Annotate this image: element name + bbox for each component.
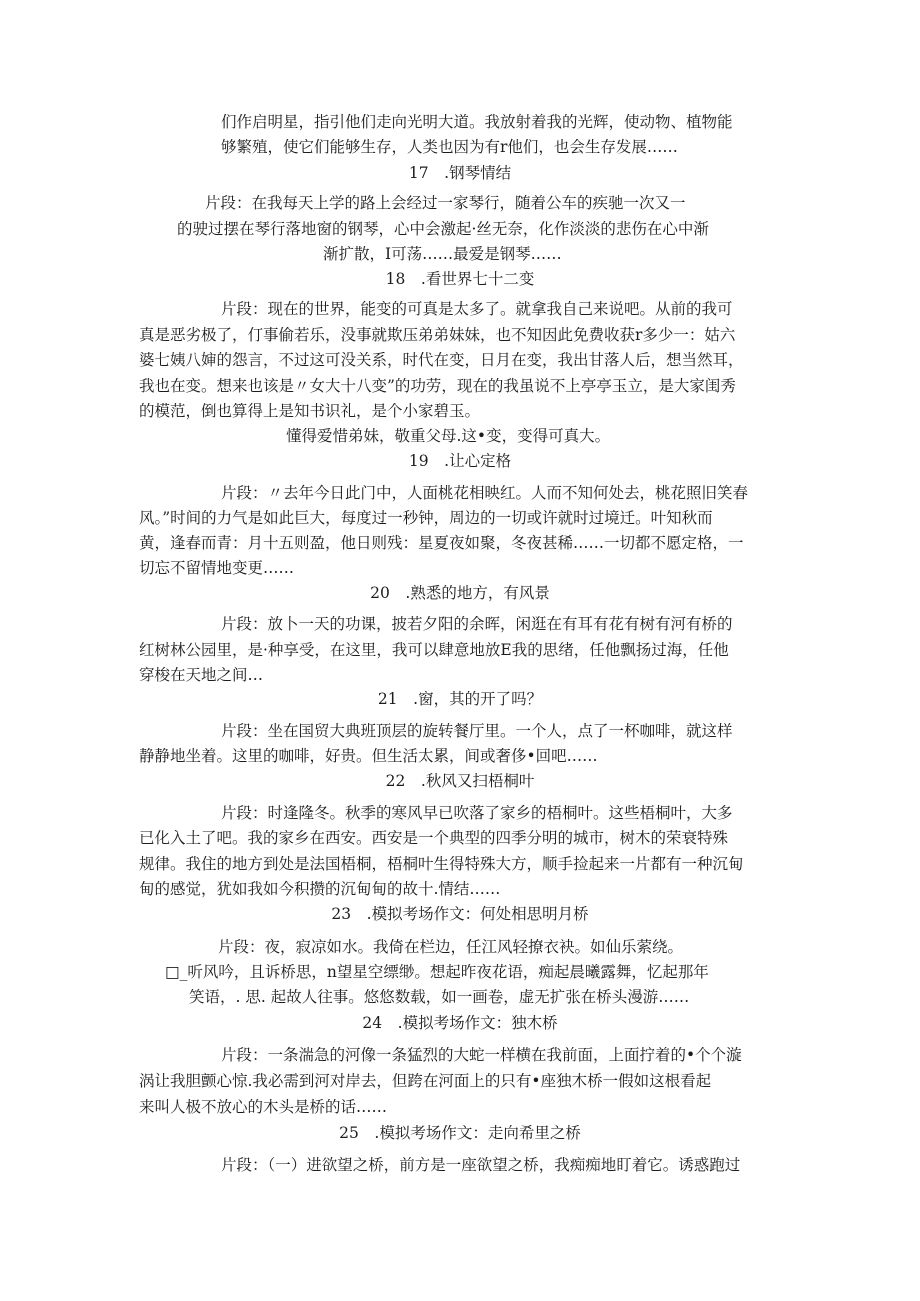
paragraph-line: 片段：在我每天上学的路上会经过一家琴行，随着公车的疾驰一次又一: [205, 194, 686, 212]
section-heading-22: 22 .秋风又扫梧桐叶: [385, 772, 535, 790]
paragraph-line: 懂得爱惜弟妹，敬重父母.这•变，变得可真大。: [286, 427, 611, 445]
section-heading-24: 24 .模拟考场作文：独木桥: [362, 1014, 558, 1032]
paragraph-line: 片段：〃去年今日此门中，人面桃花相映红。人而不知何处去，桃花照旧笑春: [221, 484, 749, 502]
paragraph-line: 片段：放卜一天的功课，披若夕阳的余晖，闲逛在有耳有花有树有河有桥的: [221, 615, 733, 633]
paragraph-line: 黄，逢春而青：月十五则盈，他日则残：星夏夜如聚，冬夜甚稀……一切都不愿定格，一: [139, 534, 744, 552]
paragraph-line: 静静地坐着。这里的咖啡，好贵。但生活太累，间或奢侈•回吧……: [139, 747, 598, 765]
paragraph-line: 片段：夜，寂凉如水。我倚在栏边，任江风轻撩衣袂。如仙乐萦绕。: [218, 938, 684, 956]
paragraph-line: 红树林公园里，是·种享受，在这里，我可以肆意地放E我的思绪，任他飘扬过海，任他: [139, 641, 729, 659]
paragraph-line: 够繁殖，使它们能够生存，人类也因为有r他们，也会生存发展……: [221, 138, 678, 156]
paragraph-line: 风。”时间的力气是如此巨大，每度过一秒钟，周边的一切或许就时过境迁。叶知秋而: [139, 509, 713, 527]
paragraph-line: 的模范，倒也算得上是知书识礼，是个小家碧玉。: [139, 402, 481, 420]
paragraph-line: 片段：（一）进欲望之桥，前方是一座欲望之桥，我痴痴地盯着它。诱惑跑过: [221, 1156, 741, 1174]
paragraph-line: 片段：一条湍急的河像一条猛烈的大蛇一样横在我前面，上面拧着的•个个漩: [221, 1046, 742, 1064]
paragraph-line: 涡让我胆颤心惊.我必需到河对岸去，但跨在河面上的只有•座独木桥一假如这根看起: [139, 1072, 712, 1090]
paragraph-line: 来叫人极不放心的木头是桥的话……: [139, 1098, 388, 1116]
paragraph-line: 甸的感觉，犹如我如今积攒的沉甸甸的故十.情结……: [139, 880, 501, 898]
section-heading-19: 19 .让心定格: [408, 452, 512, 470]
paragraph-line: 切忘不留情地变更……: [139, 559, 295, 577]
paragraph-line: 穿梭在天地之间…: [139, 666, 264, 684]
section-heading-25: 25 .模拟考场作文：走向希里之桥: [339, 1124, 581, 1142]
paragraph-line: 片段：现在的世界，能变的可真是太多了。就拿我自己来说吧。从前的我可: [221, 300, 733, 318]
section-heading-17: 17 .钢琴情结: [408, 164, 512, 182]
paragraph-line: 婆七姨八婶的怨言，不过这可没关系，时代在变，日月在变，我出甘落人后，想当然耳，: [139, 351, 744, 369]
paragraph-line: 已化入土了吧。我的家乡在西安。西安是一个典型的四季分明的城市，树木的荣衰特殊: [139, 829, 729, 847]
paragraph-line: 笑语，. 思. 起故人往事。悠悠数载，如一画卷，虚无扩张在桥头漫游……: [189, 988, 690, 1006]
paragraph-line: 片段：时逢隆冬。秋季的寒风早已吹落了家乡的梧桐叶。这些梧桐叶，大多: [221, 804, 733, 822]
paragraph-line: 的驶过摆在琴行落地窗的钢琴，心中会激起·丝无奈，化作淡淡的悲伤在心中渐: [177, 220, 709, 238]
section-heading-23: 23 .模拟考场作文：何处相思明月桥: [331, 905, 589, 923]
paragraph-line: 们作启明星，指引他们走向光明大道。我放射着我的光辉，使动物、植物能: [221, 113, 733, 131]
paragraph-line: □_听风吟，且诉桥思，n望星空缥缈。想起昨夜花语，痴起晨曦露舞，忆起那年: [165, 963, 709, 981]
section-heading-18: 18 .看世界七十二变: [385, 270, 535, 288]
section-heading-20: 20 .熟悉的地方，有风景: [370, 584, 550, 602]
paragraph-line: 我也在变。想来也该是〃女大十八变”的功劳，现在的我虽说不上亭亭玉立，是大家闺秀: [139, 377, 736, 395]
section-heading-21: 21 .窗，其的开了吗？: [377, 690, 543, 708]
paragraph-line: 真是恶劣极了，仃事偷若乐，没事就欺压弟弟妹妹，也不知因此免费收获r多少一：姑六: [139, 326, 736, 344]
paragraph-line: 规律。我住的地方到处是法国梧桐，梧桐叶生得特殊大方，顺手捡起来一片都有一种沉甸: [139, 855, 744, 873]
paragraph-line: 片段：坐在国贸大典班顶层的旋转餐厅里。一个人，点了一杯咖啡，就这样: [221, 722, 733, 740]
paragraph-line: 渐扩散，I可荡……最爱是钢琴……: [323, 245, 562, 263]
